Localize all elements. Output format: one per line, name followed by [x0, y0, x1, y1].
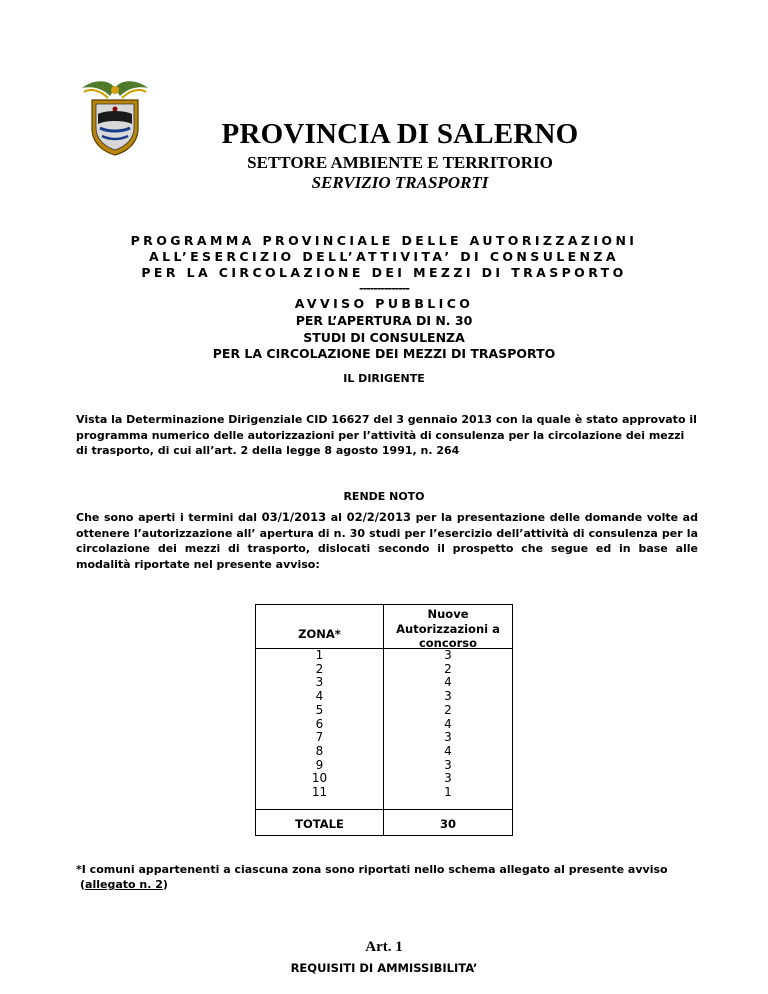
value-cell: 2: [444, 661, 452, 676]
value-cell: 3: [444, 771, 452, 786]
zone-cell: 8: [315, 743, 324, 758]
avviso-line: PER LA CIRCOLAZIONE DEI MEZZI DI TRASPORTO: [212, 346, 556, 361]
sector-title: SETTORE AMBIENTE E TERRITORIO: [247, 153, 553, 172]
rende-noto-heading: RENDE NOTO: [343, 490, 425, 503]
footnote-line: *I comuni appartenenti a ciascuna zona sono riportati nello schema allegato al presente avviso: [76, 863, 668, 876]
avviso-line: STUDI DI CONSULENZA: [303, 329, 465, 345]
avviso-subheading: [0, 313, 768, 363]
article-title: Art. 1: [365, 939, 403, 955]
header-line: Autorizzazioni a: [396, 621, 500, 636]
vista-paragraph: Vista la Determinazione Dirigenziale CID 16627 del 3 gennaio 2013 con la quale è stato approvato il programma numerico delle autorizzazioni per l’attività di consulenza per la circolazione dei mezzi di trasporto, di cui all’art. 2 della legge 8 agosto 1991, n. 264: [76, 413, 697, 457]
zone-cell: 4: [315, 689, 324, 704]
value-cell: 1: [444, 785, 452, 800]
program-line: ALL’ESERCIZIO DELL’ATTIVITA’ DI CONSULENZA: [149, 249, 619, 264]
zone-cell: 1: [315, 648, 324, 662]
header-line: concorso: [418, 636, 478, 650]
che-paragraph: [76, 510, 698, 572]
value-cell: 4: [444, 716, 452, 731]
total-label: TOTALE: [295, 817, 344, 831]
value-cell: 4: [444, 743, 452, 758]
zone-cell: 10: [311, 771, 328, 786]
zone-cell: 6: [315, 716, 324, 731]
zone-cell: 3: [315, 675, 324, 690]
avviso-title: AVVISO PUBBLICO: [294, 296, 474, 311]
value-cell: 3: [444, 689, 452, 704]
che-text: per la presentazione delle domande volte ad ottenere l’autorizzazione all’ apertura di n. 30 studi per l’esercizio dell’attività di consulenza per la circolazione dei mezzi di trasporto, dislocati secondo il prospetto che segue ed in base alle modalità riportate nel presente avviso:: [76, 511, 698, 571]
header-line: Nuove: [427, 607, 469, 621]
program-heading: [0, 233, 768, 281]
value-cell: 3: [444, 648, 452, 662]
separator: --------------: [359, 282, 409, 295]
footnote-line: [76, 877, 668, 892]
program-line: PER LA CIRCOLAZIONE DEI MEZZI DI TRASPORTO: [141, 265, 627, 280]
value-cell: 3: [444, 730, 452, 745]
zones-table: [255, 604, 513, 836]
footnote: [76, 862, 668, 892]
zone-cell: 11: [311, 785, 328, 800]
table-row-line: [256, 809, 512, 810]
zone-column: [256, 649, 383, 800]
dirigente-heading: IL DIRIGENTE: [343, 372, 425, 385]
value-cell: 4: [444, 675, 452, 690]
allegato-reference: allegato n. 2: [85, 878, 163, 891]
che-text: al: [326, 511, 347, 524]
avviso-line: PER L’APERTURA DI N. 30: [295, 313, 473, 328]
service-title: SERVIZIO TRASPORTI: [311, 173, 489, 192]
footnote-paren: (: [80, 878, 86, 891]
date-from: 03/1/2013: [261, 510, 327, 524]
header-zona: ZONA*: [298, 627, 341, 641]
che-text: Che sono aperti i termini dal: [76, 511, 262, 524]
value-cell: 3: [444, 757, 452, 772]
zone-cell: 2: [315, 661, 324, 676]
total-value: 30: [439, 817, 456, 831]
zone-cell: 5: [315, 702, 324, 717]
value-column: [384, 649, 512, 800]
program-line: PROGRAMMA PROVINCIALE DELLE AUTORIZZAZIONI: [130, 233, 638, 248]
zone-cell: 7: [315, 730, 324, 745]
province-title: PROVINCIA DI SALERNO: [221, 118, 579, 150]
footnote-paren: ): [162, 878, 168, 891]
zone-cell: 9: [315, 757, 324, 772]
header-nuove-autorizzazioni: [384, 607, 512, 651]
article-subtitle: REQUISITI DI AMMISSIBILITA’: [290, 961, 478, 975]
date-to: 02/2/2013: [346, 510, 411, 524]
value-cell: 2: [444, 702, 452, 717]
